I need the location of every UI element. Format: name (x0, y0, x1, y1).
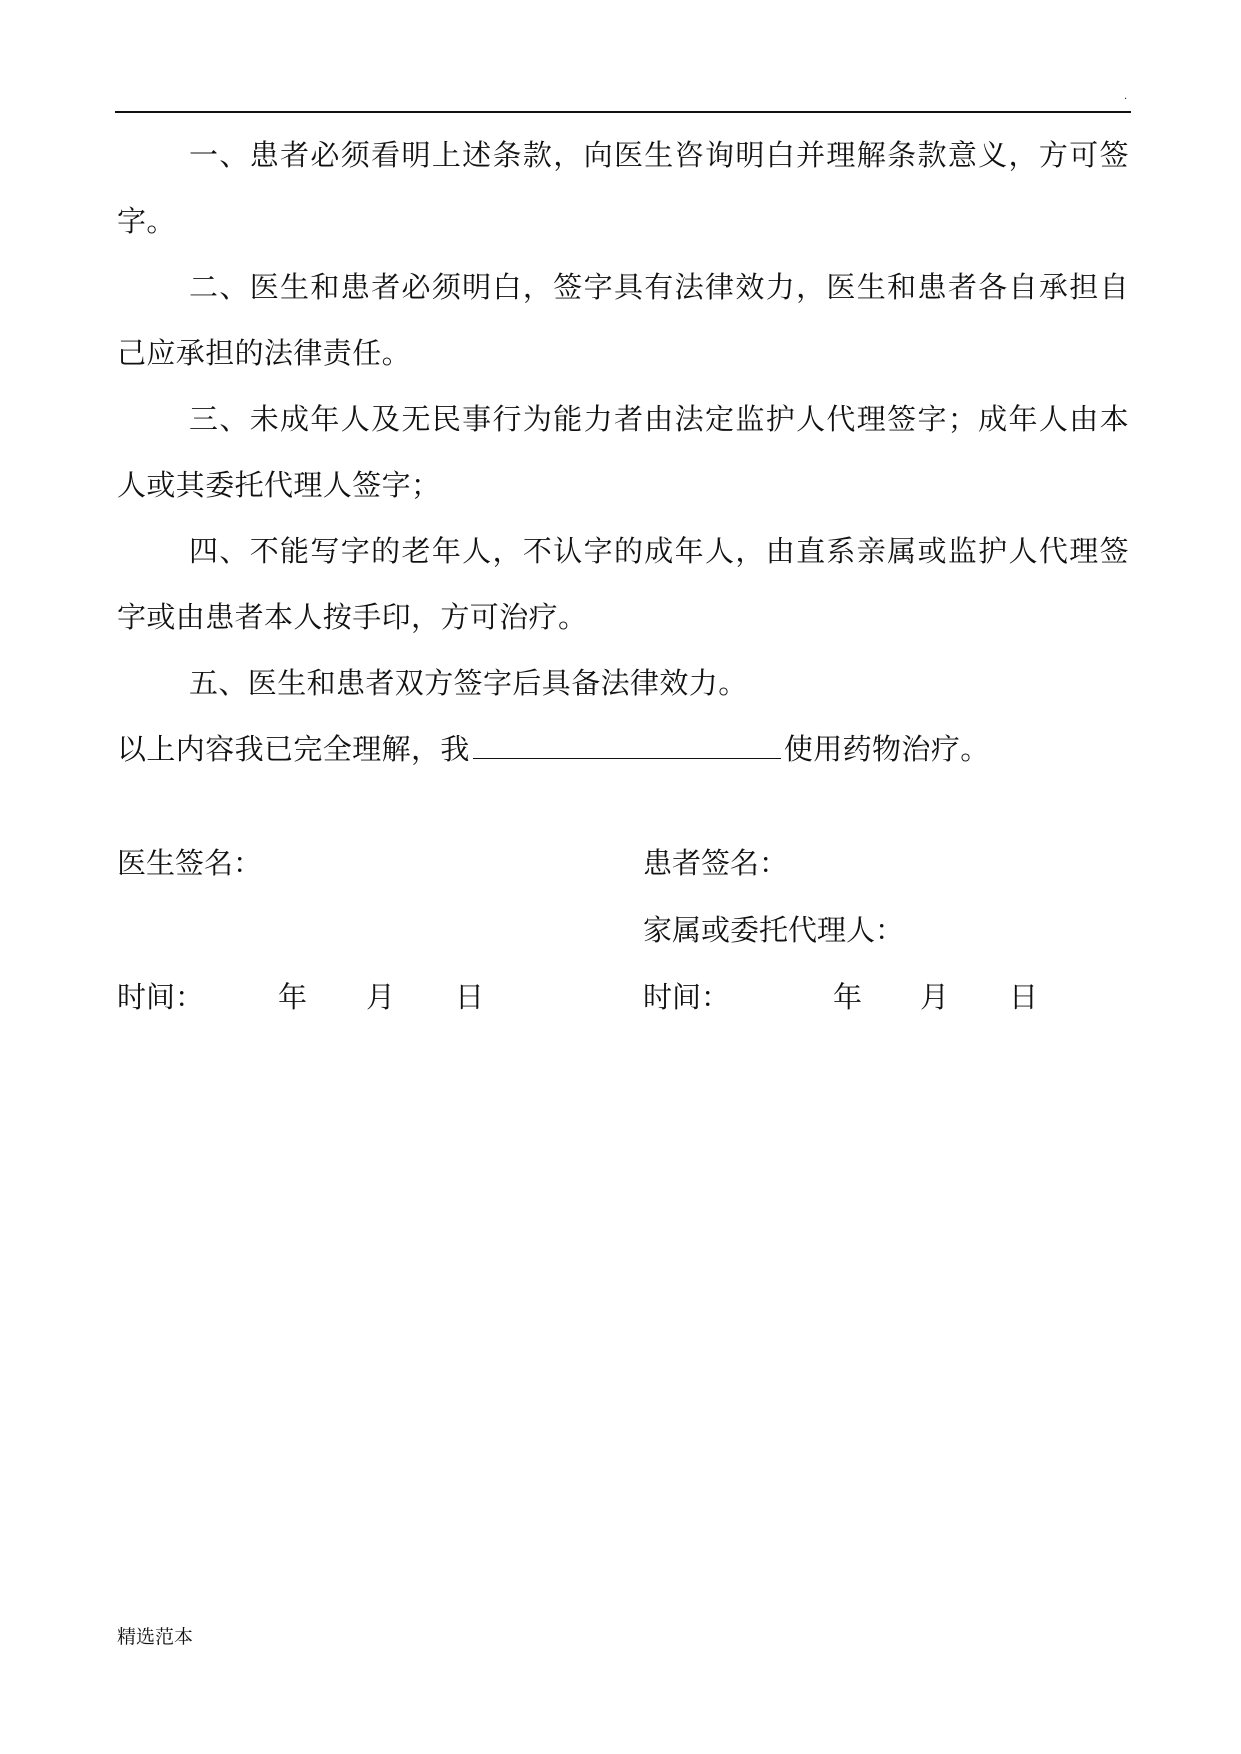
patient-date-day: 日 (1009, 980, 1039, 1014)
doctor-date-year: 年 (278, 980, 308, 1014)
treatment-blank-field[interactable] (473, 718, 781, 759)
patient-date-month: 月 (920, 980, 950, 1014)
term-item: 五、医生和患者双方签字后具备法律效力。 (189, 666, 748, 700)
acknowledgement-suffix: 使用药物治疗。 (783, 732, 990, 766)
acknowledgement-line (117, 716, 1129, 782)
term-item: 一、患者必须看明上述条款，向医生咨询明白并理解条款意义，方可签字。 (117, 138, 1129, 238)
patient-date-label: 时间： (643, 980, 731, 1014)
doctor-date-day: 日 (455, 980, 485, 1014)
patient-date-year: 年 (833, 980, 863, 1014)
patient-signature-label: 患者签名： (643, 846, 789, 880)
header-mark: . (1124, 91, 1128, 102)
doctor-date-month: 月 (366, 980, 396, 1014)
consent-terms (117, 122, 1129, 782)
family-proxy-label: 家属或委托代理人： (643, 913, 905, 947)
doctor-date-label: 时间： (117, 980, 205, 1014)
footer-note: 精选范本 (117, 1626, 194, 1648)
term-item: 四、不能写字的老年人，不认字的成年人，由直系亲属或监护人代理签字或由患者本人按手印，方可治疗。 (117, 534, 1129, 634)
term-item: 三、未成年人及无民事行为能力者由法定监护人代理签字；成年人由本人或其委托代理人签字； (117, 402, 1129, 502)
term-item: 二、医生和患者必须明白，签字具有法律效力，医生和患者各自承担自己应承担的法律责任。 (117, 270, 1129, 370)
doctor-signature-label: 医生签名： (117, 846, 263, 880)
header-rule (115, 111, 1131, 113)
acknowledgement-prefix: 以上内容我已完全理解，我 (117, 732, 470, 766)
